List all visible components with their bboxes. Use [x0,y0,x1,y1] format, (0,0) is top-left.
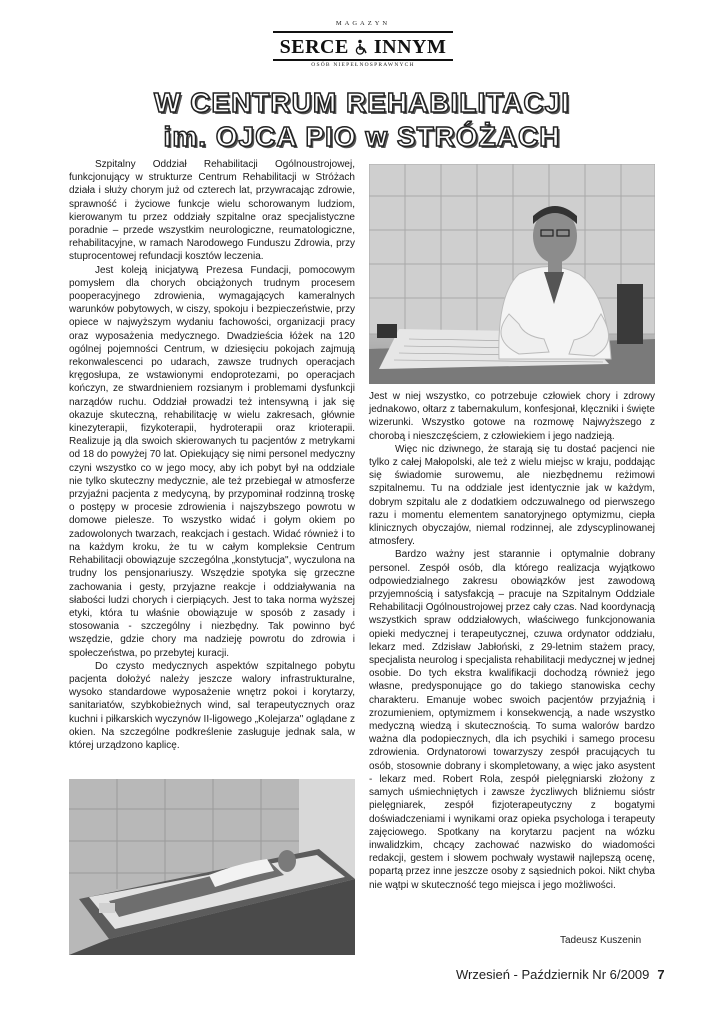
masthead-title-right: INNYM [373,36,447,58]
patient-photo-illustration [69,779,355,955]
patient-on-bed-photo [69,779,355,955]
page-number: 7 [657,967,665,982]
paragraph: Więc nic dziwnego, że starają się tu dostać pacjenci nie tylko z całej Małopolski, ale też z wielu miejsc w kraju, poddając się świadomie surowemu, ale niezbędnemu reżimowi szpitalnemu. Tu na oddziale jest identycznie jak w każdym, dobrym szpitalu ale z dodatkiem odczuwalnego od pierwszego razu i momentu elementem sanatoryjnego optymizmu, ciepła klinicznych obyczajów, niemal rodzinnej, ale zdyscyplinowanej atmosfery. [369,443,655,548]
magazine-masthead [270,20,456,80]
paragraph: Szpitalny Oddział Rehabilitacji Ogólnoustrojowej, funkcjonujący w strukturze Centrum Rehabilitacji w Stróżach działa i służy chorym już od czterech lat, przywracając zdrowie, sprawność i życiowe funkcje wielu schorowanym ludziom, kierowanym tu przez oddziały szpitalne oraz specjalistyczne poradnie – przede wszystkim neurologiczne, reumatologiczne, rehabilitacyjne, w ramach Narodowego Funduszu Zdrowia, przy stuprocentowej refundacji kosztów leczenia. [69,159,355,263]
doctor-photo [369,164,655,384]
masthead-title [273,36,453,58]
paragraph: Bardzo ważny jest starannie i optymalnie dobrany personel. Zespół osób, dla którego realizacja wyjątkowo odpowiedzialnego zakresu obowiązków jest zawodową przyjemnością i satysfakcją – pracuje na Szpitalnym Oddziale Rehabilitacji Ogólnoustrojowej przez cały czas. Nad koordynacją wszystkich spraw oddziałowych, właściwego funkcjonowania opieki medycznej i terapeutycznej, czuwa ordynator oddziału, lekarz med. Zdzisław Jabłoński, z 29-letnim stażem pracy, specjalista neurolog i specjalista rehabilitacji medycznej w jednej osobie. Do tych ekstra kwalifikacji dochodzą również jego własne, predysponujące go do takiego stanowiska cechy charakteru. Emanuje wobec swoich pacjentów przyjaźnią i zrozumieniem, optymizmem i konsekwencją, a nade wszystko medyczną wiedzą i skutecznością. To suma walorów bardzo ważna dla podopiecznych, dla ich psychiki i samego procesu zdrowienia. Ordynatorowi towarzyszy zespół pracujących tu osób, stosownie dobrany i skompletowany, a więc jako asystent - lekarz med. Robert Rola, zespół pielęgniarski złożony z samych uśmiechniętych i zawsze życzliwych bliźniemu sióstr pielęgniarek, zespół fizjoterapeutyczny z bogatymi doświadczeniami i wynikami oraz opieka psychologa i terapeuty zajęciowego. Spotkany na korytarzu pacjent na wózku inwalidzkim, chcący zachować nazwisko do wiadomości redakcji, gestem i słowem pochwały wystawił najlepszą ocenę, popartą przez inne jeszcze osoby z sąsiednich pokoi. Nikt chyba nie wątpi w skuteczność tego miejsca i jego możliwości. [369,549,655,891]
page-footer [456,967,665,982]
masthead-logo [273,31,453,61]
doctor-photo-illustration [369,164,655,384]
masthead-top-text: MAGAZYN [335,20,391,27]
article-headline-line1: W CENTRUM REHABILITACJI [153,87,570,118]
paragraph: Jest w niej wszystko, co potrzebuje człowiek chory i zdrowy jednakowo, ołtarz z tabernakulum, konfesjonał, klęczniki i święte wizerunki. Wszystko gotowe na rozmowę Najwyższego z chorobą i nieszczęściem, z człowiekiem i jego nadzieją. [369,391,655,442]
masthead-subtitle: OSÓB NIEPEŁNOSPRAWNYCH [311,62,415,68]
issue-info: Wrzesień - Październik Nr 6/2009 [456,967,650,982]
masthead-title-left: SERCE [279,36,349,58]
masthead-rule-top [273,31,453,33]
left-text-column [69,158,355,752]
article-author: Tadeusz Kuszenin [560,935,642,946]
right-text-column [369,390,655,892]
paragraph: Jest koleją inicjatywą Prezesa Fundacji, pomocowym pomysłem dla chorych obciążonych trudnym procesem pooperacyjnego zdrowienia, wymagających kameralnych warunków pobytowych, w ciszy, spokoju i bezpieczeństwie, przy opiece w najwyższym wydaniu fachowości, organizacji pracy oraz wyposażenia medycznego. Dwadzieścia łóżek na 120 ogólnej pojemności Centrum, w dziesięciu pokojach zajmują rekonwalescenci po udarach, zawsze trudnych operacjach kręgosłupa, ze wstawionymi endoprotezami, po operacjach kończyn, ze stwardnieniem rozsianym i problemami dysfunkcji narządów ruchu. Oddział prowadzi też intensywną i jak się okazuje skuteczną, rehabilitację w wielu zakresach, głównie kinezyterapii, fizykoterapii, hydroterapii oraz krioterapii. Realizuje ją dla swoich skierowanych tu pacjentów z metrykami od 18 do powyżej 70 lat. Opiekujący się nimi personel medyczny czyni wszystko co w jego mocy, aby ich pobyt był na oddziale nie tylko skuteczny medycznie, ale też przebiegał w atmosferze przyjaźni pacjenta z medycyną, by przypominał rodzinną troskę o postępy w procesie zdrowienia i najszybszego powrotu w domowe pielesze. To wszystko widać i gołym okiem po zadowolonych twarzach, reakcjach i gestach. Widać również i to na każdym kroku, że tu w całym kompleksie Centrum Rehabilitacji obowiązuje szczególna „konstytucja", wyczulona na trudny los pensjonariuszy. Wszędzie spotyka się grzeczne zachowania i gesty, przyjazne reakcje i oddziaływania na słabości ludzi chorych i cierpiących. Jest to taka norma wyższej etyki, która tu właśnie obowiązuje w sposób z zasady i stosowania - szczególny i niezbędny. Tak powinno być wszędzie, gdzie chory ma nadzieję powrotu do zdrowia i społeczeństwa, po przebytej kuracji. [69,264,355,659]
paragraph: Do czysto medycznych aspektów szpitalnego pobytu pacjenta dołożyć należy jeszcze walory infrastrukturalne, wysoko standardowe wyposażenie wnętrz pokoi i korytarzy, sanitariatów, szybkobieżnych wind, sal terapeutycznych oraz kuchni i piłkarskich wyczynów II-ligowego „Kolejarza" oglądane z okien. Na szczególne podkreślenie zasługuje jednak sala, w której urządzono kaplicę. [69,660,355,751]
article-headline-line2: im. OJCA PIO w STRÓŻACH [163,121,561,152]
wheelchair-icon [354,39,368,55]
masthead-rule-bottom [273,59,453,61]
